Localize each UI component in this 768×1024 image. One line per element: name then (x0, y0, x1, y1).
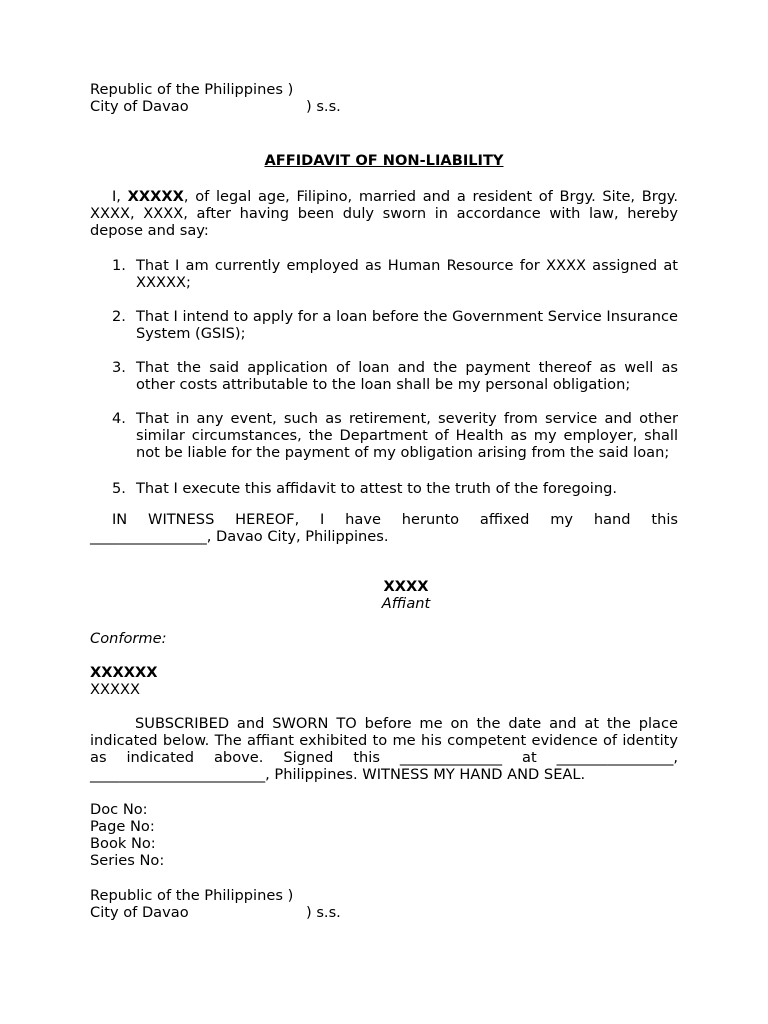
intro-prefix: I, (112, 188, 128, 205)
affiant-signature (306, 578, 506, 612)
venue-top-line1: Republic of the Philippines ) (90, 81, 294, 98)
jurat-line1: SUBSCRIBED and SWORN TO before me on the date and at the place (135, 715, 678, 732)
venue-bottom (90, 887, 678, 921)
conforme-subtitle: XXXXX (90, 681, 140, 698)
list-item (112, 480, 678, 497)
list-item (112, 257, 678, 291)
venue-top-ss: ) s.s. (306, 98, 341, 115)
affiant-name: XXXX (383, 578, 429, 595)
venue-top-line2 (90, 98, 678, 115)
list-item (112, 308, 678, 342)
document-title: AFFIDAVIT OF NON-LIABILITY (264, 152, 504, 169)
conforme-label: Conforme: (90, 630, 167, 647)
venue-top (90, 81, 678, 115)
conforme-name: XXXXXX (90, 664, 158, 681)
affiant-label: Affiant (381, 595, 431, 612)
conforme-block (90, 664, 678, 698)
affiant-name-inline: XXXXX (127, 188, 184, 205)
list-item (112, 359, 678, 393)
intro-rest: , of legal age, Filipino, married and a resident of Brgy. Site, Brgy. XXXX, XXXX, after having been duly sworn in accordance with law, hereby depose and say: (90, 188, 678, 239)
witness-line1: IN WITNESS HEREOF, I have herunto affixed my hand this (112, 511, 678, 528)
item-number: 3. (112, 359, 126, 376)
doc-no-label: Doc No: (90, 801, 148, 818)
item-text: That I intend to apply for a loan before the Government Service Insurance System (GSIS); (136, 308, 678, 342)
jurat-line3: as indicated above. Signed this ______________ at ________________, (90, 749, 678, 766)
jurat-paragraph (90, 715, 678, 783)
item-number: 4. (112, 410, 126, 427)
jurat-line4: ________________________, Philippines. WITNESS MY HAND AND SEAL. (90, 766, 586, 783)
jurat-line2: indicated below. The affiant exhibited to me his competent evidence of identity (90, 732, 678, 749)
item-text: That I execute this affidavit to attest to the truth of the foregoing. (136, 480, 617, 497)
series-no-label: Series No: (90, 852, 165, 869)
item-text: That in any event, such as retirement, severity from service and other similar circumstances, the Department of Health as my employer, shall not be liable for the payment of my obligation arising from the said loan; (136, 410, 678, 461)
venue-bottom-line1: Republic of the Philippines ) (90, 887, 294, 904)
venue-top-city: City of Davao (90, 98, 189, 115)
page-no-label: Page No: (90, 818, 155, 835)
item-text: That the said application of loan and the payment thereof as well as other costs attributable to the loan shall be my personal obligation; (136, 359, 678, 393)
venue-bottom-city: City of Davao (90, 904, 189, 921)
book-no-label: Book No: (90, 835, 156, 852)
item-number: 5. (112, 480, 126, 497)
venue-bottom-ss: ) s.s. (306, 904, 341, 921)
list-item (112, 410, 678, 461)
item-number: 2. (112, 308, 126, 325)
witness-line2: ________________, Davao City, Philippines. (90, 528, 389, 545)
intro-paragraph (90, 188, 678, 239)
item-text: That I am currently employed as Human Resource for XXXX assigned at XXXXX; (136, 257, 678, 291)
notarial-register (90, 801, 678, 869)
witness-paragraph (90, 511, 678, 545)
venue-bottom-line2 (90, 904, 678, 921)
item-number: 1. (112, 257, 126, 274)
